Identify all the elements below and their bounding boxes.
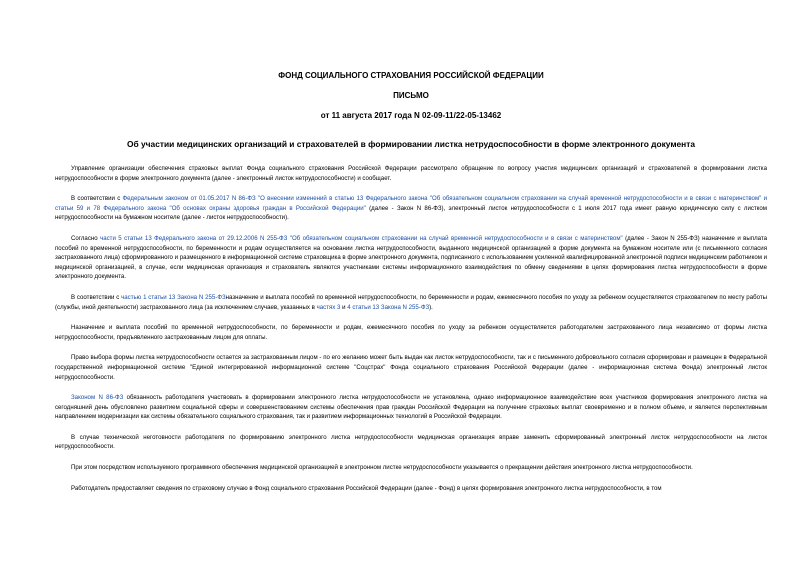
paragraph-text: ). bbox=[429, 303, 433, 311]
paragraph-3 bbox=[55, 234, 767, 282]
paragraph-text: и bbox=[340, 303, 348, 311]
article-13-part-4-link[interactable]: 4 статьи 13 Закона N 255-ФЗ bbox=[347, 303, 430, 311]
paragraph-5: Назначение и выплата пособий по временной нетрудоспособности, по беременности и родам, ежемесячного пособия по уходу за ребенком осуществляется работодателем застрахованного лица независимо от формы листка нетрудоспособности, предъявленного застрахованным лицом для оплаты. bbox=[55, 324, 767, 341]
paragraph-text: обязанность работодателя участвовать в формировании электронного листка нетрудоспособности не установлена, однако информационное взаимодействие всех участников формирования электронного листка на сегодняшний день обусловлено развитием социальной сферы и совершенствованием системы обеспечения прав граждан Российской Федерации на получение страховых выплат своевременно и в полном объеме, и является перспективным направлением модернизации как системы обязательного социального страхования, так и развитием информационных технологий в Российской Федерации. bbox=[55, 394, 767, 421]
paragraph-1: Управление организации обеспечения страховых выплат Фонда социального страхования Российской Федерации рассмотрело обращение по вопросу участия медицинских организаций и страхователей в формировании листка нетрудоспособности в форме электронного документа (далее - электронный листок нетрудоспособности) и сообщает. bbox=[55, 165, 767, 182]
article-13-part-1-link[interactable]: частью 1 статьи 13 Закона N 255-ФЗ bbox=[121, 293, 226, 301]
law-86-fz-link[interactable]: Федеральным законом от 01.05.2017 N 86-ФЗ "О внесении изменений в статью 13 Федерального закона "Об обязательном социальном страховании на случай временной нетрудоспособности и в связи с материнством" и статьи 59 и 78 Федерального закона "Об основах охраны здоровья граждан в Российской Федерации" bbox=[55, 195, 768, 212]
organization-name: ФОНД СОЦИАЛЬНОГО СТРАХОВАНИЯ РОССИЙСКОЙ ФЕДЕРАЦИИ bbox=[278, 71, 544, 80]
paragraph-text: В соответствии с bbox=[71, 293, 122, 301]
document-body bbox=[55, 164, 767, 493]
paragraph-text: (далее - Закон N 86-ФЗ), электронный листок нетрудоспособности с 1 июля 2017 года имеет равную юридическую силу с листком нетрудоспособности на бумажном носителе (далее - листок нетрудоспособности). bbox=[55, 204, 767, 222]
law-86-fz-ref-link[interactable]: Законом N 86-ФЗ bbox=[71, 394, 124, 402]
document-title: Об участии медицинских организаций и страхователей в формировании листка нетрудоспособности в форме электронного документа bbox=[127, 139, 695, 149]
paragraph-text: назначение и выплата пособий по временной нетрудоспособности, по беременности и родам, ежемесячного пособия по уходу за ребенком осуществляется страхователем по месту работы (службы, иной деятельности) застрахованного лица (за исключением случаев, указанных в bbox=[55, 293, 767, 311]
paragraph-text: (далее - Закон N 255-ФЗ) назначение и выплата пособий по временной нетрудоспособности, по беременности и родам осуществляется на основании листка нетрудоспособности, выданного медицинской организацией в форме документа на бумажном носителе или (с письменного согласия застрахованного лица) сформированного и размещенного в информационной системе страховщика в форме электронного документа, подписанного с использованием усиленной квалифицированной электронной подписи медицинским работником и медицинской организацией, в случае, если медицинская организация и страхователь являются участниками системы информационного взаимодействия по обмену сведениями в целях формирования листка нетрудоспособности в форме электронного документа. bbox=[55, 234, 767, 281]
paragraph-text: В соответствии с bbox=[71, 195, 123, 203]
law-255-fz-link[interactable]: части 5 статьи 13 Федерального закона от 29.12.2006 N 255-ФЗ "Об обязательном социальном страховании на случай временной нетрудоспособности и в связи с материнством" bbox=[100, 234, 623, 242]
paragraph-2 bbox=[55, 194, 767, 223]
document-type: ПИСЬМО bbox=[393, 91, 429, 100]
paragraph-9: При этом посредством используемого программного обеспечения медицинской организацией в электронном листке нетрудоспособности указывается о прекращении действия электронного листка нетрудоспособности. bbox=[71, 464, 693, 472]
paragraph-4 bbox=[55, 293, 767, 312]
part-3-link[interactable]: частях 3 bbox=[316, 303, 341, 311]
paragraph-text: Согласно bbox=[71, 234, 101, 242]
paragraph-7 bbox=[55, 393, 767, 422]
paragraph-8: В случае технической неготовности работодателя по формированию электронного листка нетрудоспособности медицинская организация вправе заменить сформированный электронный листок нетрудоспособности на листок нетрудоспособности. bbox=[55, 433, 767, 451]
paragraph-10: Работодатель предоставляет сведения по страховому случаю в Фонд социального страхования Российской Федерации (далее - Фонд) в целях формирования электронного листка нетрудоспособности, в том bbox=[71, 484, 662, 492]
document-number: от 11 августа 2017 года N 02-09-11/22-05-13462 bbox=[320, 111, 502, 120]
paragraph-6: Право выбора формы листка нетрудоспособности остается за застрахованным лицом - по его желанию может быть выдан как листок нетрудоспособности, так и с письменного добровольного согласия сформирован и размещен в Федеральной государственной информационной системе "Единой интегрированной информационной системе "Соцстрах" Фонда социального страхования Российской Федерации (далее - информационная система Фонда) электронный листок нетрудоспособности. bbox=[55, 354, 767, 381]
